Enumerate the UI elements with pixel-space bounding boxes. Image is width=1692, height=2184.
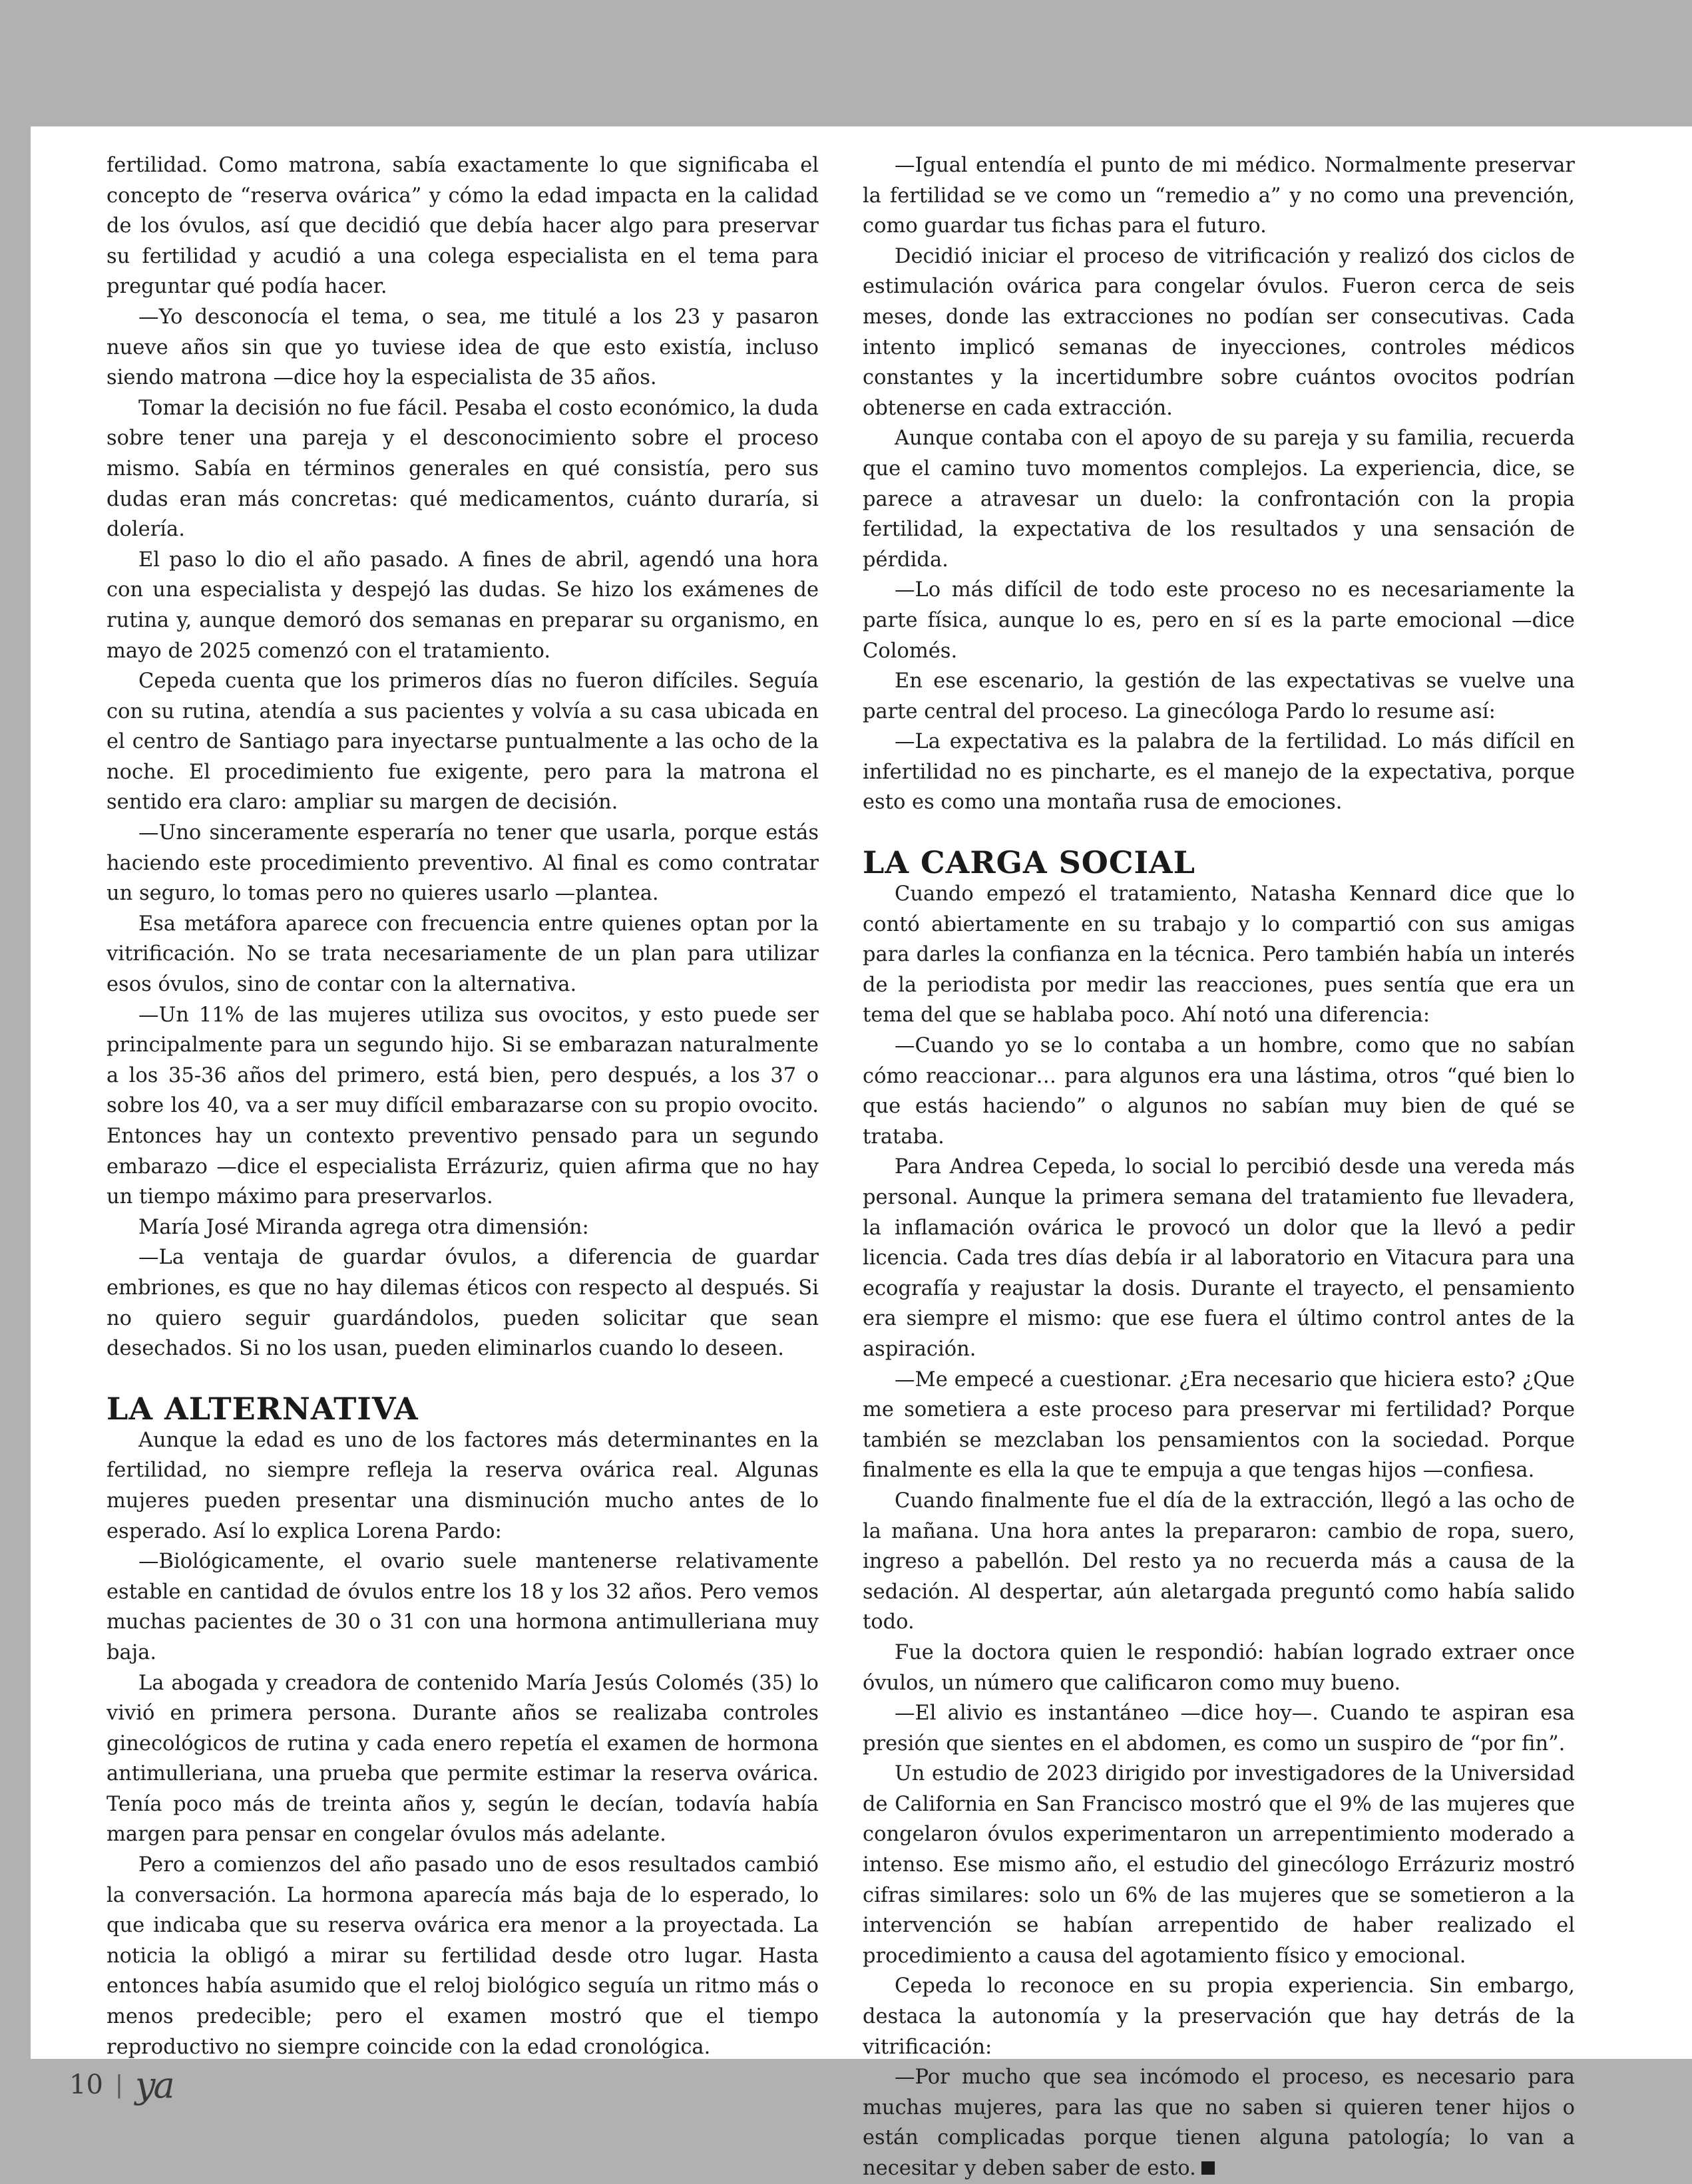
paragraph: —Me empecé a cuestionar. ¿Era necesario que hiciera esto? ¿Que me sometiera a este proceso para preservar mi fertilidad? Porque también se mezclaban los pensamientos con la sociedad. Porque finalmente es ella la que te empuja a que tengas hijos —confiesa. [863,1367,1575,1483]
page-number: 10 [69,2070,103,2100]
paragraph-final [863,2062,1575,2183]
paragraph: En ese escenario, la gestión de las expectativas se vuelve una parte central del proceso. La ginecóloga Pardo lo resume así: [863,669,1575,723]
paragraph: —El alivio es instantáneo —dice hoy—. Cuando te aspiran esa presión que sientes en el abdomen, es como un suspiro de “por fin”. [863,1702,1575,1755]
paragraph: Aunque contaba con el apoyo de su pareja y su familia, recuerda que el camino tuvo momentos complejos. La experiencia, dice, se parece a atravesar un duelo: la confrontación con la propia fertilidad, la expectativa de los resultados y una sensación de pérdida. [863,427,1575,572]
paragraph: Tomar la decisión no fue fácil. Pesaba el costo económico, la duda sobre tener una pareja y el desconocimiento sobre el proceso mismo. Sabía en términos generales en qué consistía, pero sus dudas eran más concretas: qué medicamentos, cuánto duraría, si dolería. [106,396,819,542]
footer-separator: | [114,2071,124,2099]
paragraph: El paso lo dio el año pasado. A fines de abril, agendó una hora con una especialista y despejó las dudas. Se hizo los exámenes de rutina y, aunque demoró dos semanas en preparar su organismo, en mayo de 2025 comenzó con el tratamiento. [106,548,819,663]
paragraph: Decidió iniciar el proceso de vitrificación y realizó dos ciclos de estimulación ovárica para congelar óvulos. Fueron cerca de seis meses, donde las extracciones no podían ser consecutivas. Cada intento implicó semanas de inyecciones, controles médicos constantes y la incertidumbre sobre cuántos ovocitos podrían obtenerse en cada extracción. [863,244,1575,420]
paragraph: Pero a comienzos del año pasado uno de esos resultados cambió la conversación. La hormona aparecía más baja de lo esperado, lo que indicaba que su reserva ovárica era menor a la proyectada. La noticia la obligó a mirar su fertilidad desde otro lugar. Hasta entonces había asumido que el reloj biológico seguía un ritmo más o menos predecible; pero el examen mostró que el tiempo reproductivo no siempre coincide con la edad cronológica. [106,1853,819,2059]
paragraph: Cuando finalmente fue el día de la extracción, llegó a las ocho de la mañana. Una hora antes la prepararon: cambio de ropa, suero, ingreso a pabellón. Del resto ya no recuerda más a causa de la sedación. Al despertar, aún aletargada preguntó como había salido todo. [863,1489,1575,1634]
paragraph: —Uno sinceramente esperaría no tener que usarla, porque estás haciendo este procedimiento preventivo. Al final es como contratar un seguro, lo tomas pero no quieres usarlo —plantea. [106,821,819,906]
paragraph: María José Miranda agrega otra dimensión: [138,1215,589,1239]
paragraph: —Biológicamente, el ovario suele mantenerse relativamente estable en cantidad de óvulos entre los 18 y los 32 años. Pero vemos muchas pacientes de 30 o 31 con una hormona antimulleriana muy baja. [106,1550,819,1664]
paragraph: —Igual entendía el punto de mi médico. Normalmente preservar la fertilidad se ve como un “remedio a” y no como una prevención, como guardar tus fichas para el futuro. [863,154,1575,238]
paragraph: La abogada y creadora de contenido María Jesús Colomés (35) lo vivió en primera persona. Durante años se realizaba controles ginecológicos de rutina y cada enero repetía el examen de hormona antimulleriana, una prueba que permite estimar la reserva ovárica. Tenía poco más de treinta años y, según le decían, todavía había margen para pensar en congelar óvulos más adelante. [106,1671,819,1847]
paragraph: Para Andrea Cepeda, lo social lo percibió desde una vereda más personal. Aunque la primera semana del tratamiento fue llevadera, la inflamación ovárica le provocó un dolor que la llevó a pedir licencia. Cada tres días debía ir al laboratorio en Vitacura para una ecografía y reajustar la dosis. Durante el trayecto, el pensamiento era siempre el mismo: que ese fuera el último control antes de la aspiración. [863,1155,1575,1361]
paragraph: —La ventaja de guardar óvulos, a diferencia de guardar embriones, es que no hay dilemas éticos con respecto al después. Si no quiero seguir guardándolos, pueden solicitar que sean desechados. Si no los usan, pueden eliminarlos cuando lo deseen. [106,1246,819,1361]
paragraph: —La expectativa es la palabra de la fertilidad. Lo más difícil en infertilidad no es pincharte, es el manejo de la expectativa, porque esto es como una montaña rusa de emociones. [863,730,1575,815]
paragraph: Esa metáfora aparece con frecuencia entre quienes optan por la vitrificación. No se trata necesariamente de un plan para utilizar esos óvulos, sino de contar con la alternativa. [106,912,819,997]
page-footer [69,2064,173,2106]
section-heading-alternativa: LA ALTERNATIVA [106,1390,419,1427]
paragraph: —Cuando yo se lo contaba a un hombre, como que no sabían cómo reaccionar… para algunos era una lástima, otros “qué bien lo que estás haciendo” o algunos no sabían muy bien de qué se trataba. [863,1034,1575,1149]
paragraph: Cepeda cuenta que los primeros días no fueron difíciles. Seguía con su rutina, atendía a sus pacientes y volvía a su casa ubicada en el centro de Santiago para inyectarse puntualmente a las ocho de la noche. El procedimiento fue exigente, pero para la matrona el sentido era claro: ampliar su margen de decisión. [106,669,819,815]
paragraph: Un estudio de 2023 dirigido por investigadores de la Universidad de California en San Francisco mostró que el 9% de las mujeres que congelaron óvulos experimentaron un arrepentimiento moderado a intenso. Ese mismo año, el estudio del ginecólogo Errázuriz mostró cifras similares: solo un 6% de las mujeres que se sometieron a la intervención se habían arrepentido de haber realizado el procedimiento a causa del agotamiento físico y emocional. [863,1762,1575,1968]
magazine-logo: ya [135,2064,173,2106]
paragraph: Cepeda lo reconoce en su propia experiencia. Sin embargo, destaca la autonomía y la preservación que hay detrás de la vitrificación: [863,1974,1575,2059]
right-column [863,150,1575,2184]
paragraph: —Un 11% de las mujeres utiliza sus ovocitos, y esto puede ser principalmente para un segundo hijo. Si se embarazan naturalmente a los 35-36 años del primero, está bien, pero después, a los 37 o sobre los 40, va a ser muy difícil embarazarse con su propio ovocito. Entonces hay un contexto preventivo pensado para un segundo embarazo —dice el especialista Errázuriz, quien afirma que no hay un tiempo máximo para preservarlos. [106,1003,819,1209]
end-of-article-square-icon [1201,2161,1215,2175]
section-heading-carga-social: LA CARGA SOCIAL [863,844,1196,881]
left-column [106,150,819,2062]
paragraph: Aunque la edad es uno de los factores más determinantes en la fertilidad, no siempre refleja la reserva ovárica real. Algunas mujeres pueden presentar una disminución mucho antes de lo esperado. Así lo explica Lorena Pardo: [106,1428,819,1543]
paragraph: Fue la doctora quien le respondió: habían logrado extraer once óvulos, un número que calificaron como muy bueno. [863,1640,1575,1695]
paragraph: Cuando empezó el tratamiento, Natasha Kennard dice que lo contó abiertamente en su trabajo y lo compartió con sus amigas para darles la confianza en la técnica. Pero también había un interés de la periodista por medir las reacciones, pues sentía que era un tema del que se hablaba poco. Ahí notó una diferencia: [863,882,1575,1027]
paragraph: fertilidad. Como matrona, sabía exactamente lo que significaba el concepto de “reserva ovárica” y cómo la edad impacta en la calidad de los óvulos, así que decidió que debía hacer algo para preservar su fertilidad y acudió a una colega especialista en el tema para preguntar qué podía hacer. [106,154,819,299]
paragraph-text: —Por mucho que sea incómodo el proceso, es necesario para muchas mujeres, para las que no saben si quieren tener hijos o están complicadas porque tienen alguna patología; lo van a necesitar y deben saber de esto. [863,2066,1575,2180]
paragraph: —Yo desconocía el tema, o sea, me titulé a los 23 y pasaron nueve años sin que yo tuviese idea de que esto existía, incluso siendo matrona —dice hoy la especialista de 35 años. [106,305,819,390]
paragraph: —Lo más difícil de todo este proceso no es necesariamente la parte física, aunque lo es, pero en sí es la parte emocional —dice Colomés. [863,578,1575,663]
